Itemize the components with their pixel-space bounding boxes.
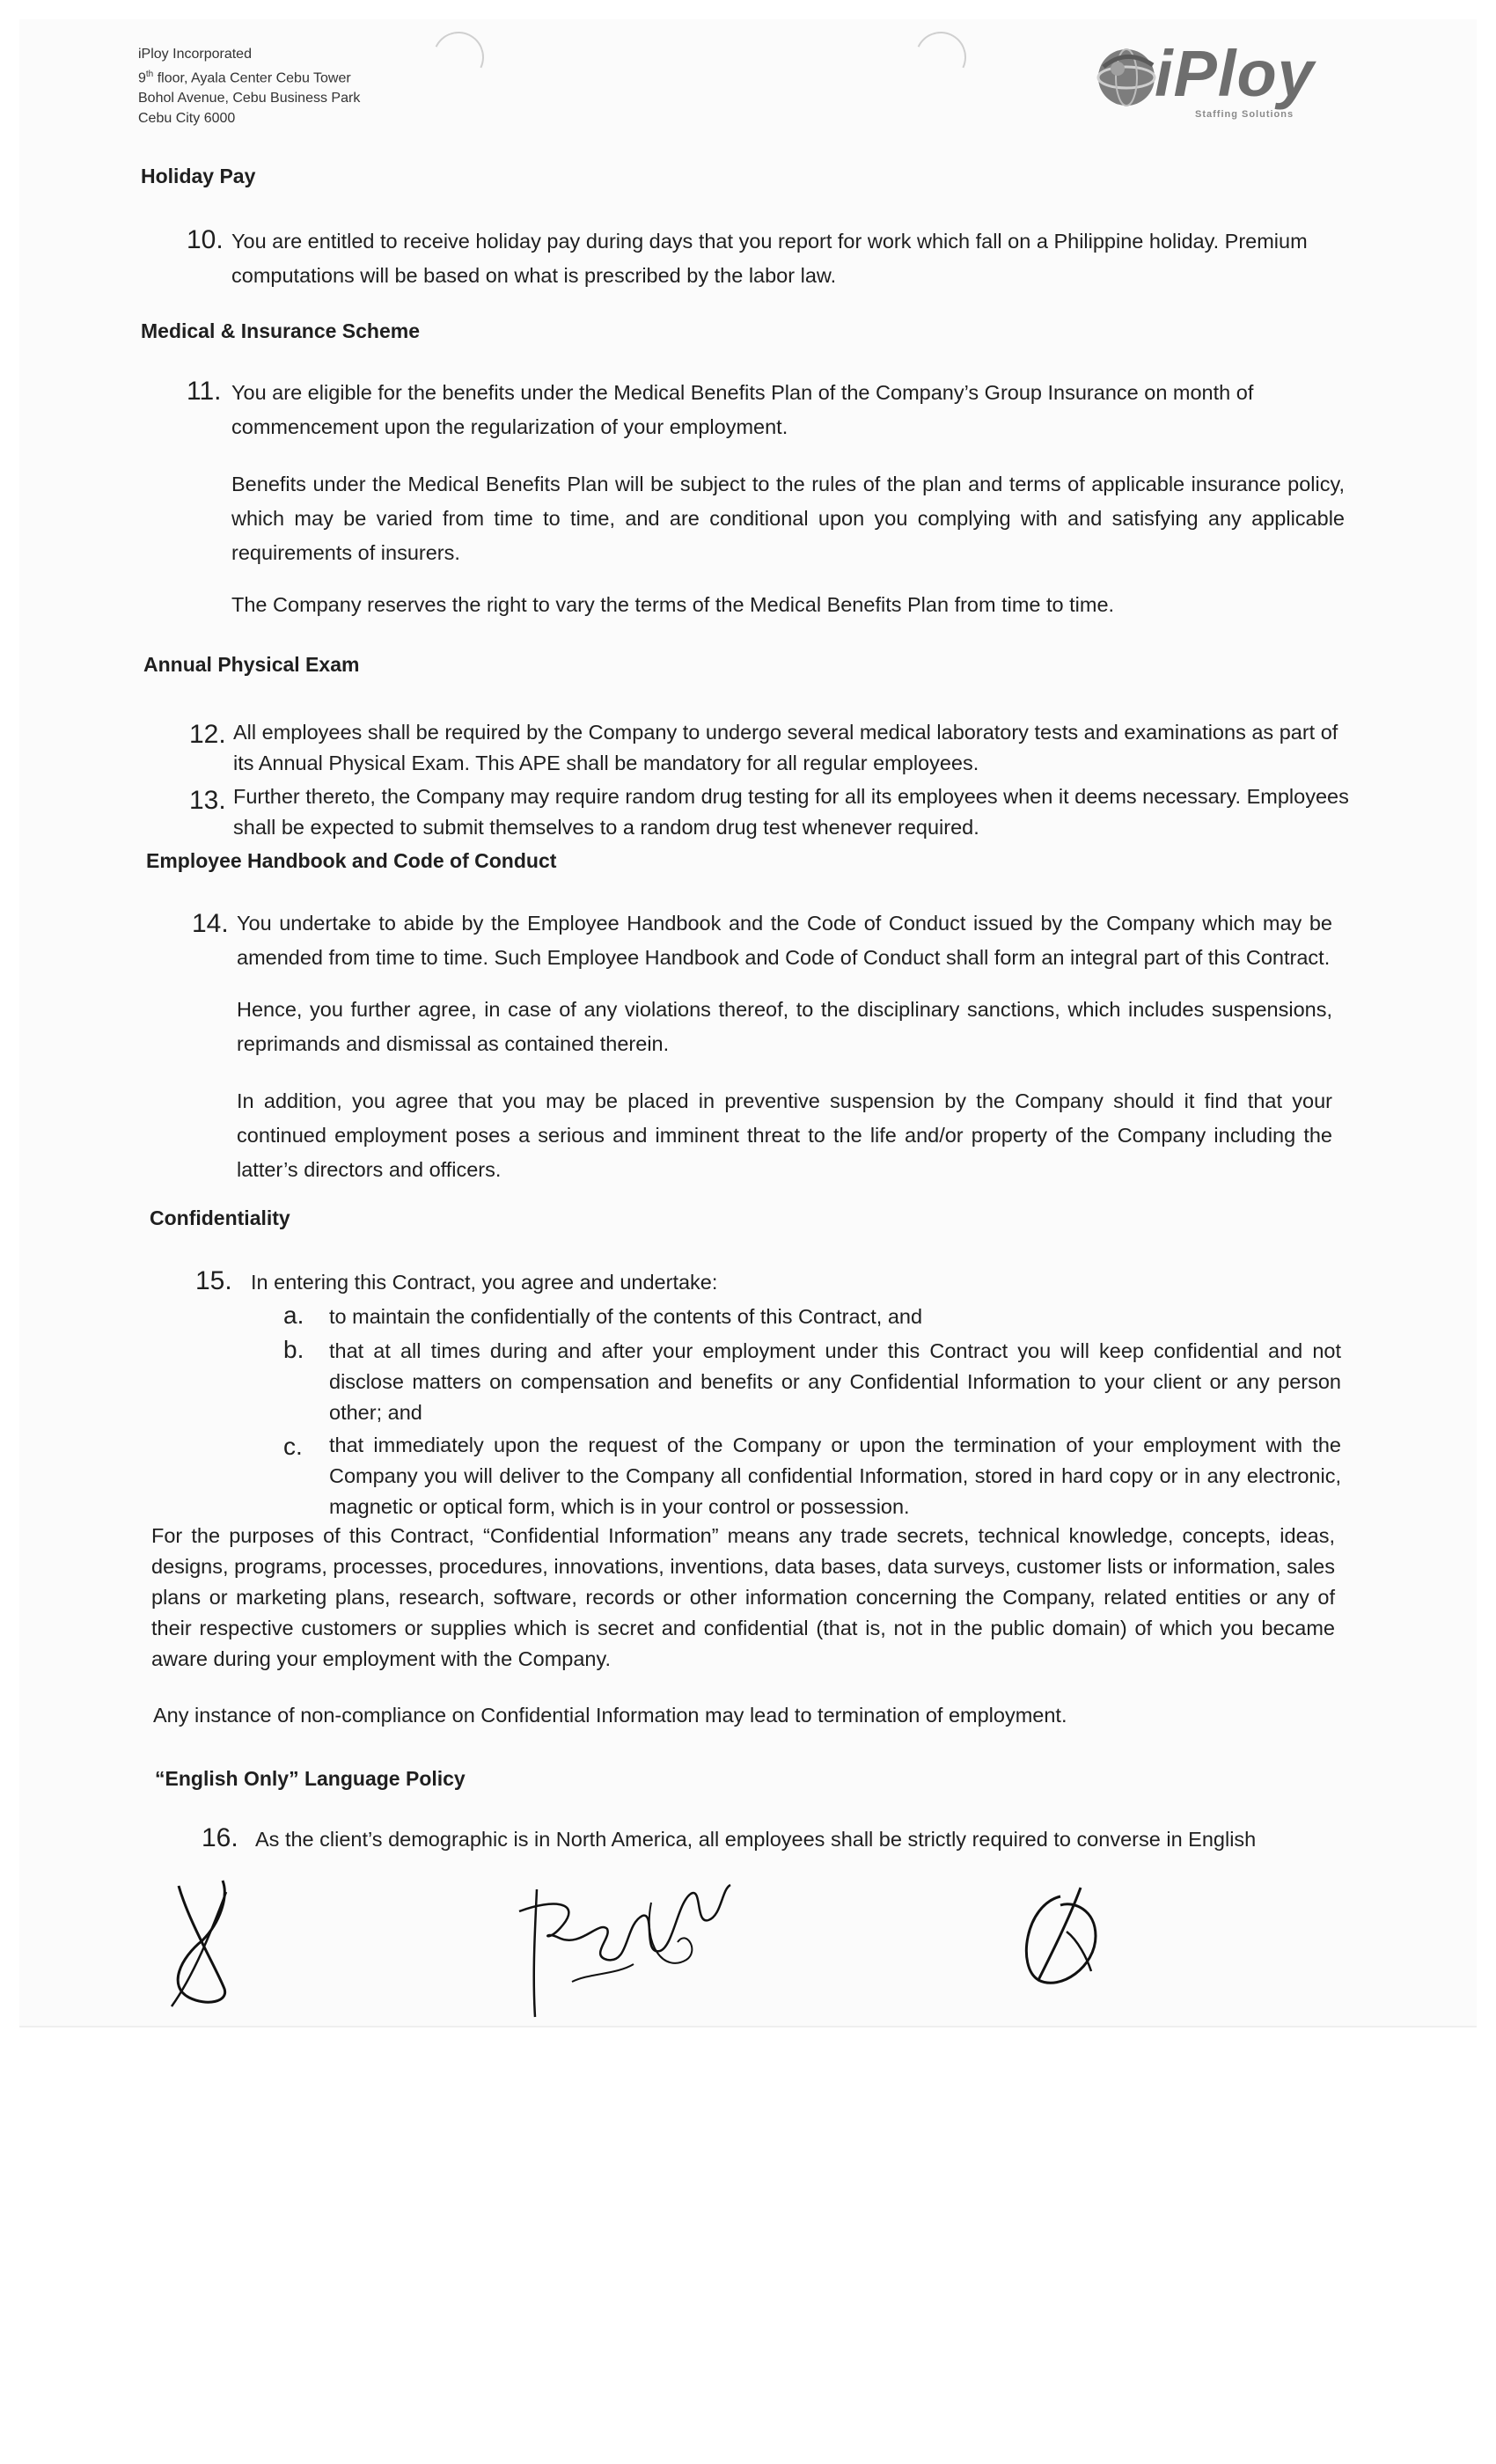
clause-13-text: Further thereto, the Company may require random drug testing for all its employees when it deems necessary. Employees shall be expected to submit themselves to a random drug test whenever required. (233, 785, 1349, 839)
clause-number-11: 11. (187, 377, 222, 406)
page-edge (19, 2026, 1477, 2028)
clause-14-text-continued: Hence, you further agree, in case of any violations thereof, to the disciplinary sanctions, which includes suspensions, reprimands and dismissal as contained therein. (237, 998, 1332, 1055)
item-label-c: c. (283, 1433, 303, 1460)
signature-employee (510, 1876, 748, 2021)
clause-14-paragraph-2: In addition, you agree that you may be placed in preventive suspension by the Company should it find that your continued employment poses a serious and imminent threat to the life and/or property of the Company including the latter’s directors and officers. (237, 1089, 1332, 1181)
confidential-information-definition: For the purposes of this Contract, “Confidential Information” means any trade secrets, technical knowledge, concepts, ideas, designs, programs, processes, procedures, innovations, inventions, data bases, data surveys, customer lists or information, sales plans or marketing plans, research, software, records or other information concerning the Company, related entities or any of their respective customers or supplies which is secret and confidential (that is, not in the public domain) of which you became aware during your employment with the Company. (151, 1524, 1335, 1670)
item-b-text: that at all times during and after your employment under this Contract you will keep confidential and not disclose matters on compensation and benefits or any Confidential Information to your client or any person other; and (329, 1339, 1341, 1424)
item-label-a: a. (283, 1302, 304, 1329)
clause-11-text: You are eligible for the benefits under the Medical Benefits Plan of the Company’s Group Insurance on month of commencement upon the regularization of your employment. (231, 381, 1254, 438)
clause-number-14: 14. (192, 909, 229, 938)
item-a-text: to maintain the confidentially of the contents of this Contract, and (329, 1305, 923, 1328)
section-heading-medical: Medical & Insurance Scheme (141, 319, 421, 342)
section-heading-english-only: “English Only” Language Policy (155, 1767, 466, 1790)
item-c-text: that immediately upon the request of the Company or upon the termination of your employment with the Company you will deliver to the Company all confidential Information, stored in hard copy or in any electronic, magnetic or optical form, which is in your control or possession. (329, 1434, 1341, 1518)
clause-number-10: 10. (187, 225, 224, 254)
section-heading-ape: Annual Physical Exam (143, 653, 360, 676)
signature-initial-right (1012, 1879, 1118, 1993)
globe-icon (1091, 40, 1162, 111)
clause-number-12: 12. (189, 720, 226, 749)
item-label-b: b. (283, 1336, 304, 1363)
clause-10-text: You are entitled to receive holiday pay during days that you report for work which fall on a Philippine holiday. Premium computations will be based on what is prescribed by the labor law. (231, 230, 1308, 287)
clause-15-intro: In entering this Contract, you agree and undertake: (251, 1271, 718, 1294)
clause-number-13: 13. (189, 786, 226, 815)
address-line: 9th floor, Ayala Center Cebu Tower (138, 70, 351, 86)
logo-tagline: Staffing Solutions (1195, 109, 1294, 120)
address-line: Cebu City 6000 (138, 111, 236, 127)
company-address (138, 44, 360, 128)
noncompliance-text: Any instance of non-compliance on Confidential Information may lead to termination of employment. (153, 1704, 1067, 1727)
clause-number-15: 15. (195, 1266, 232, 1295)
section-heading-confidentiality: Confidentiality (150, 1206, 290, 1229)
address-line: iPloy Incorporated (138, 47, 252, 62)
clause-11-paragraph-3: The Company reserves the right to vary the terms of the Medical Benefits Plan from time to time. (231, 593, 1115, 616)
section-heading-handbook: Employee Handbook and Code of Conduct (146, 849, 557, 872)
clause-16-text: As the client’s demographic is in North America, all employees shall be strictly required to converse in English (255, 1828, 1257, 1851)
clause-number-16: 16. (202, 1823, 238, 1852)
clause-12-text: All employees shall be required by the Company to undergo several medical laboratory tests and examinations as part of its Annual Physical Exam. This APE shall be mandatory for all regular employees. (233, 721, 1338, 774)
signature-initial-left (154, 1870, 251, 2011)
section-heading-holiday-pay: Holiday Pay (141, 165, 256, 187)
clause-11-paragraph-2: Benefits under the Medical Benefits Plan will be subject to the rules of the plan and terms of applicable insurance policy, which may be varied from time to time, and are conditional upon you complying with and satisfying any applicable requirements of insurers. (231, 473, 1345, 564)
address-line: Bohol Avenue, Cebu Business Park (138, 91, 361, 106)
company-logo (1091, 33, 1329, 121)
logo-wordmark: iPloy (1155, 37, 1315, 110)
clause-14-text: You undertake to abide by the Employee Handbook and the Code of Conduct issued by the Company which may be amended from time to time. Such Employee Handbook and Code of Conduct shall form an integral part of this Contract. (237, 912, 1332, 969)
